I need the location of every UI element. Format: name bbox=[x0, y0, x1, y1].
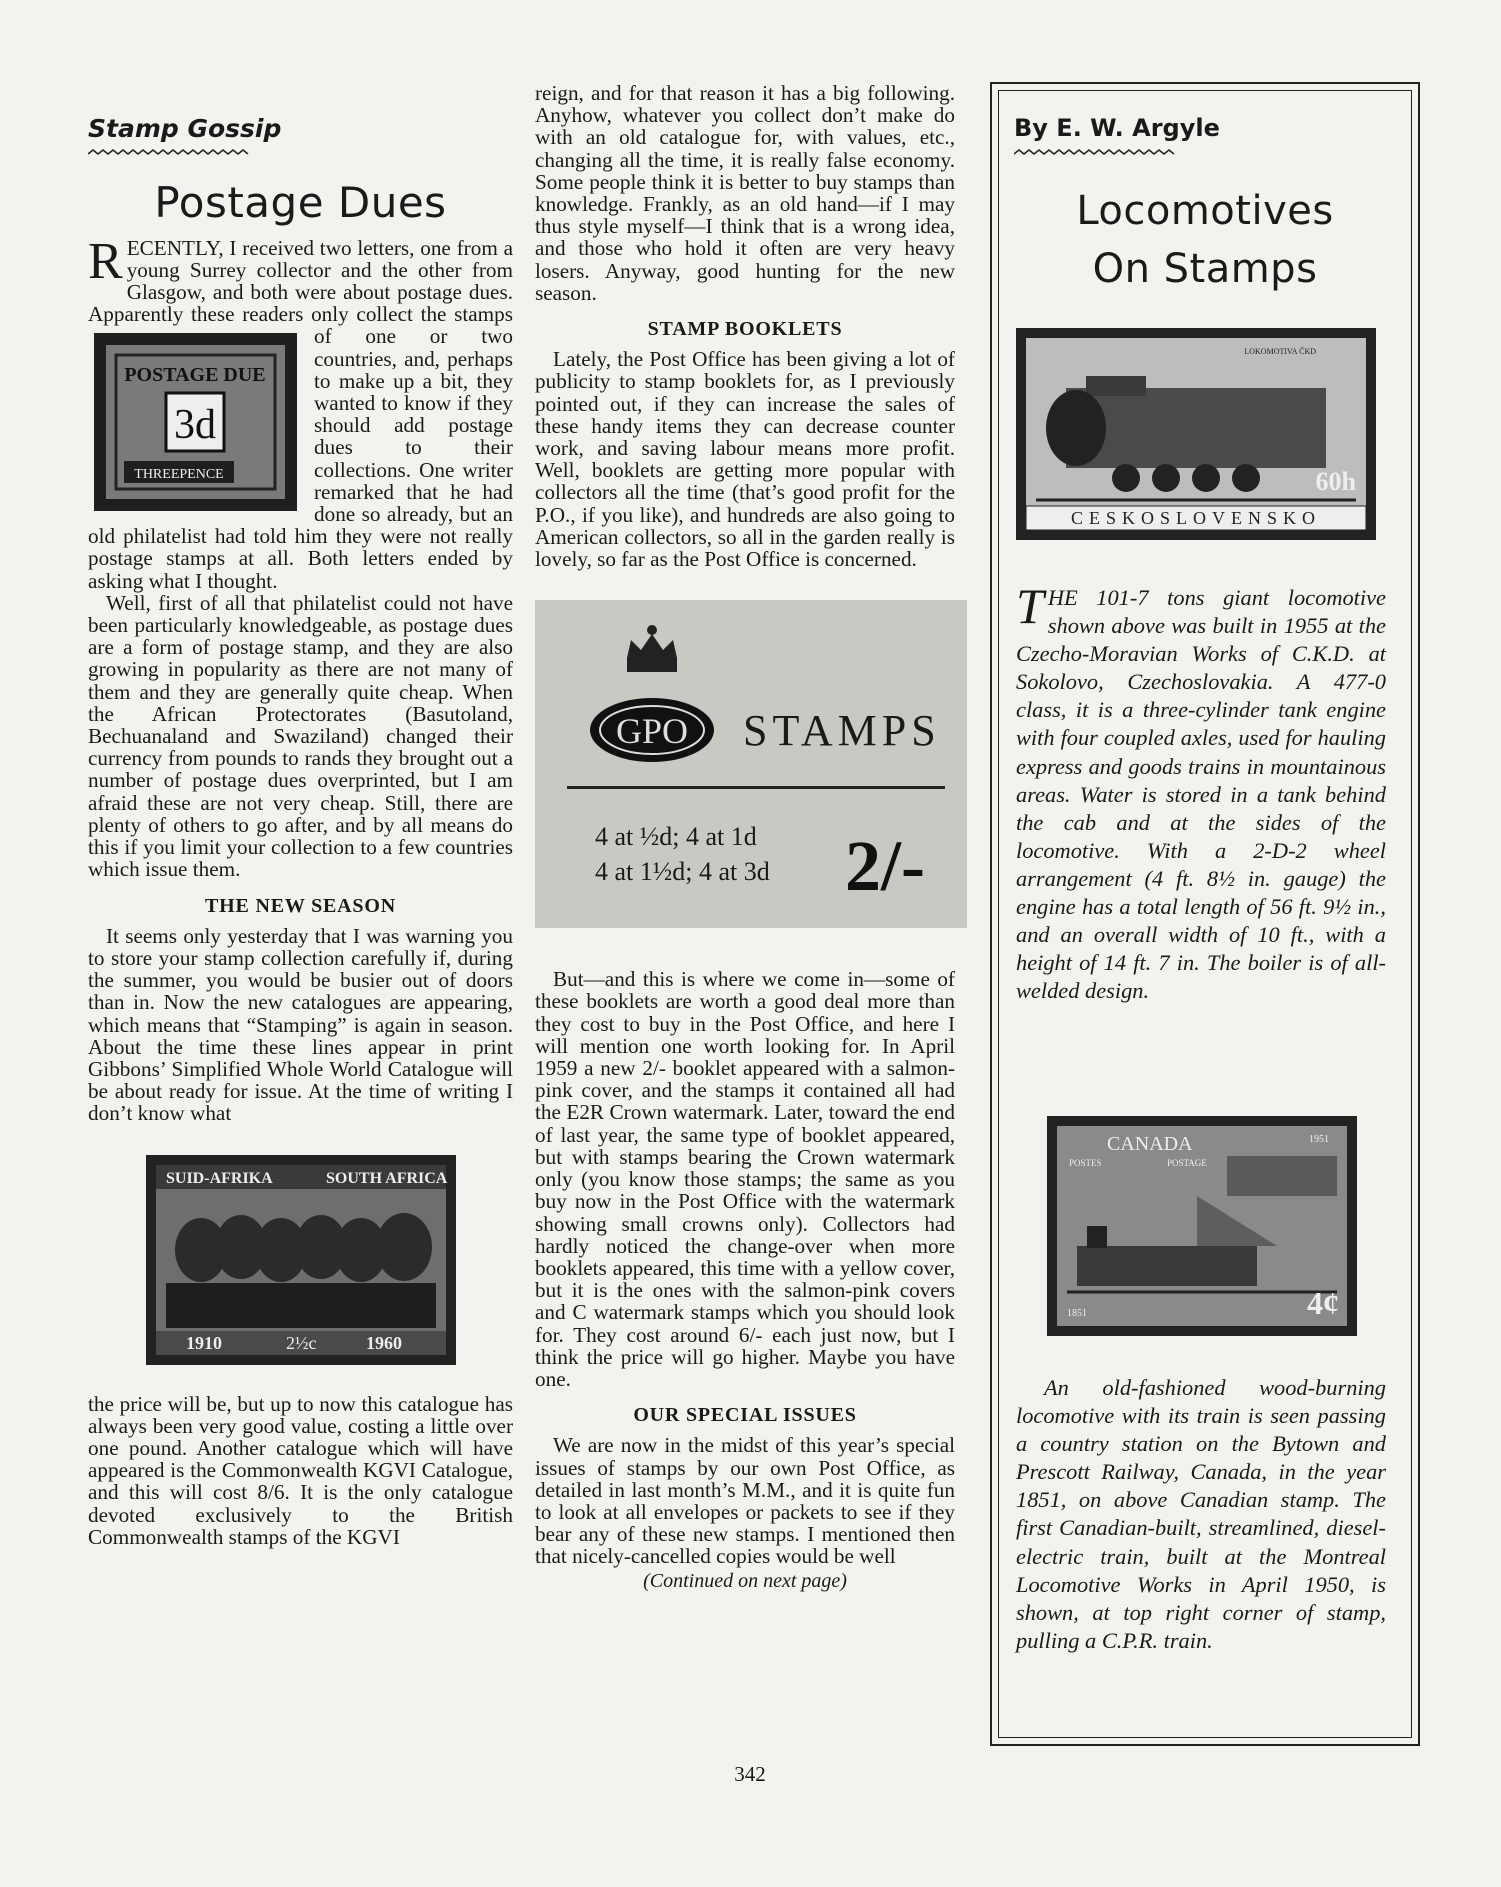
sidebar-title-line1: Locomotives bbox=[1076, 188, 1334, 234]
booklet-contents-line2: 4 at 1½d; 4 at 3d bbox=[595, 857, 770, 887]
stamp-postes-label: POSTES bbox=[1069, 1158, 1102, 1168]
stamp-footer-text: THREEPENCE bbox=[134, 467, 224, 483]
paragraph: Well, first of all that philatelist could not have been particularly knowledgeable, as postage dues are a form of postage stamp, and they are also growing in popularity as there are not many of them and they are generally quite cheap. When the African Protectorates (Basutoland, Bechuanaland and Swaziland) changed their currency from pounds to rands they brought out a number of postage dues overprinted, but I am afraid these are not very cheap. Still, there are plenty of others to go after, and by all means do this if you limit your collection to a few countries which issue them. bbox=[88, 590, 513, 882]
squiggle-ornament bbox=[1014, 148, 1214, 158]
drop-cap: R bbox=[88, 232, 123, 290]
sidebar-title-line2: On Stamps bbox=[1092, 246, 1318, 292]
stamp-postage-label: POSTAGE bbox=[1167, 1158, 1207, 1168]
intro-text-continued: two countries, and, perhaps to make up a bit, they wanted to know if they should add postage dues to their collections. One writer remarked that he had done so already, but an old philatelist had told him they were not really postage stamps at all. Both letters ended by asking what I thought. bbox=[88, 324, 513, 593]
gpo-booklet-cover-image bbox=[535, 600, 967, 928]
locomotives-sidebar bbox=[990, 82, 1420, 1746]
gpo-logo-text: GPO bbox=[615, 711, 689, 752]
booklet-stamps-word: STAMPS bbox=[743, 706, 941, 756]
stamp-value-text: 3d bbox=[174, 402, 216, 449]
subhead-special-issues: OUR SPECIAL ISSUES bbox=[633, 1404, 857, 1427]
canada-stamp-description: An old-fashioned wood-burning locomotive with its train is seen passing a country station on the Bytown and Prescott Railway, Canada, in the year 1851, on above Canadian stamp. The first Canadian-built, streamlined, diesel-electric train, built at the Montreal Locomotive Works in April 1950, is shown, at top right corner of stamp, pulling a C.P.R. train. bbox=[1016, 1375, 1386, 1653]
stamp-value-text: 60h bbox=[1315, 467, 1356, 496]
byline: By E. W. Argyle bbox=[1014, 114, 1220, 142]
stamp-year-right: 1960 bbox=[365, 1332, 402, 1353]
canada-locomotive-stamp-image bbox=[1047, 1116, 1357, 1336]
stamp-country-right: SOUTH AFRICA bbox=[325, 1169, 447, 1187]
paragraph: the price will be, but up to now this catalogue has always been very good value, costing a little over one pound. Another catalogue which will have appeared is the Commonwealth KGVI Catalogue, and this will cost 8/6. It is the only catalogue devoted exclusively to the British Commonwealth stamps of the KGVI bbox=[88, 1391, 513, 1549]
stamp-year-bottom: 1851 bbox=[1067, 1308, 1087, 1319]
stamp-year-left: 1910 bbox=[185, 1332, 222, 1353]
stamp-country-text: CESKOSLOVENSKO bbox=[1070, 508, 1322, 528]
subhead-new-season: THE NEW SEASON bbox=[205, 894, 396, 917]
czech-stamp-description: THE 101-7 tons giant locomotive shown above was built in 1955 at the Czecho-Moravian Works of C.K.D. at Sokolovo, Czechoslovakia. A 477-0 class, it is a three-cylinder tank engine with four coupled axles, used for hauling express and goods trains in mountainous areas. Water is stored in a tank behind the cab and at the sides of the locomotive. With a 2-D-2 wheel arrangement (4 ft. 8½ in. gauge) the engine has a total length of 56 ft. 9½ in., and an overall width of 10 ft., with a height of 14 ft. 7 in. The boiler is of all-welded design. bbox=[1016, 578, 1386, 1004]
stamp-year-top: 1951 bbox=[1309, 1134, 1329, 1145]
paragraph: reign, and for that reason it has a big following. Anyhow, whatever you collect don’t make do with an old catalogue for, with values, etc., changing all the time, it is really false economy. Some people think it is better to buy stamps than knowledge. Frankly, as an old hand—if I may thus style myself—I think that is a wrong idea, and those who hold it often are very heavy losers. Anyway, good hunting for the new season. bbox=[535, 81, 955, 305]
stamp-value: 2½c bbox=[285, 1332, 316, 1353]
section-kicker: Stamp Gossip bbox=[88, 114, 282, 143]
paragraph: We are now in the midst of this year’s special issues of stamps by our own Post Office, as detailed in last month’s M.M., and it is quite fun to look at all envelopes or packets to see if they bear any of these new stamps. I mentioned then that nicely-cancelled copies would be well bbox=[535, 1433, 955, 1569]
stamp-country-left: SUID-AFRIKA bbox=[165, 1169, 273, 1187]
czech-locomotive-stamp-image bbox=[1016, 328, 1376, 540]
column-two bbox=[535, 82, 955, 1592]
subhead-stamp-booklets: STAMP BOOKLETS bbox=[647, 318, 843, 341]
booklet-contents-line1: 4 at ½d; 4 at 1d bbox=[595, 822, 757, 852]
squiggle-ornament bbox=[88, 148, 288, 158]
page-number: 342 bbox=[734, 1762, 766, 1786]
stamp-caption: LOKOMOTIVA ČKD bbox=[1244, 347, 1316, 356]
stamp-country-text: CANADA bbox=[1107, 1133, 1193, 1155]
booklet-price: 2/- bbox=[845, 826, 925, 907]
stamp-header-text: POSTAGE DUE bbox=[124, 364, 266, 387]
paragraph: But—and this is where we come in—some of these booklets are worth a good deal more than they cost to buy in the Post Office, and here I will mention one worth looking for. In April 1959 a new 2/- booklet appeared with a salmon-pink cover, and the stamps it contained all had the E2R Crown watermark. Later, toward the end of last year, the same type of booklet appeared, but with stamps bearing the Crown watermark only (you know those stamps; the same as you buy now in the Post Office with the watermark showing small crowns only). Collectors had hardly noticed the change-over when more booklets appeared, this time with a yellow cover, but it is the ones with the salmon-pink covers and C watermark stamps which you should look for. They cost around 6/- each just now, but I think the price will go higher. Maybe you have one. bbox=[535, 967, 955, 1391]
stamp-value-text: 4¢ bbox=[1307, 1285, 1339, 1321]
drop-cap: T bbox=[1016, 578, 1044, 634]
intro-paragraph: R ECENTLY, I received two letters, one from a young Surrey collector and the other from Glasgow, and both were about postage dues. Apparently these readers only collect the stamps of one or two countries, and, perhaps to make up a bit, they wanted to know if they should add postage dues to their collections. One writer remarked that he had done so already, but an old philatelist had told him they were not really postage stamps at all. Both letters ended by asking what I thought. bbox=[88, 232, 513, 593]
south-africa-stamp-image bbox=[146, 1155, 456, 1365]
article-title: Postage Dues bbox=[154, 178, 447, 228]
paragraph: It seems only yesterday that I was warning you to store your stamp collection carefully if, during the summer, you would be busier out of doors than in. Now the new catalogues are appearing, which means that “Stamping” is again in season. About the time these lines appear in print Gibbons’ Simplified Whole World Catalogue will be about ready for issue. At the time of writing I don’t know what bbox=[88, 923, 513, 1126]
postage-due-stamp-image bbox=[94, 333, 297, 511]
continued-note: (Continued on next page) bbox=[643, 1569, 847, 1592]
paragraph: Lately, the Post Office has been giving a lot of publicity to stamp booklets for, as I previously pointed out, if they can increase the sales of these handy items they can decrease counter work, and saving labour means more profit. Well, booklets are getting more popular with collectors all the time (that’s good profit for the P.O., if you like), and hundreds are also going to American collectors, so all in the garden really is lovely, so far as the Post Office is concerned. bbox=[535, 347, 955, 572]
